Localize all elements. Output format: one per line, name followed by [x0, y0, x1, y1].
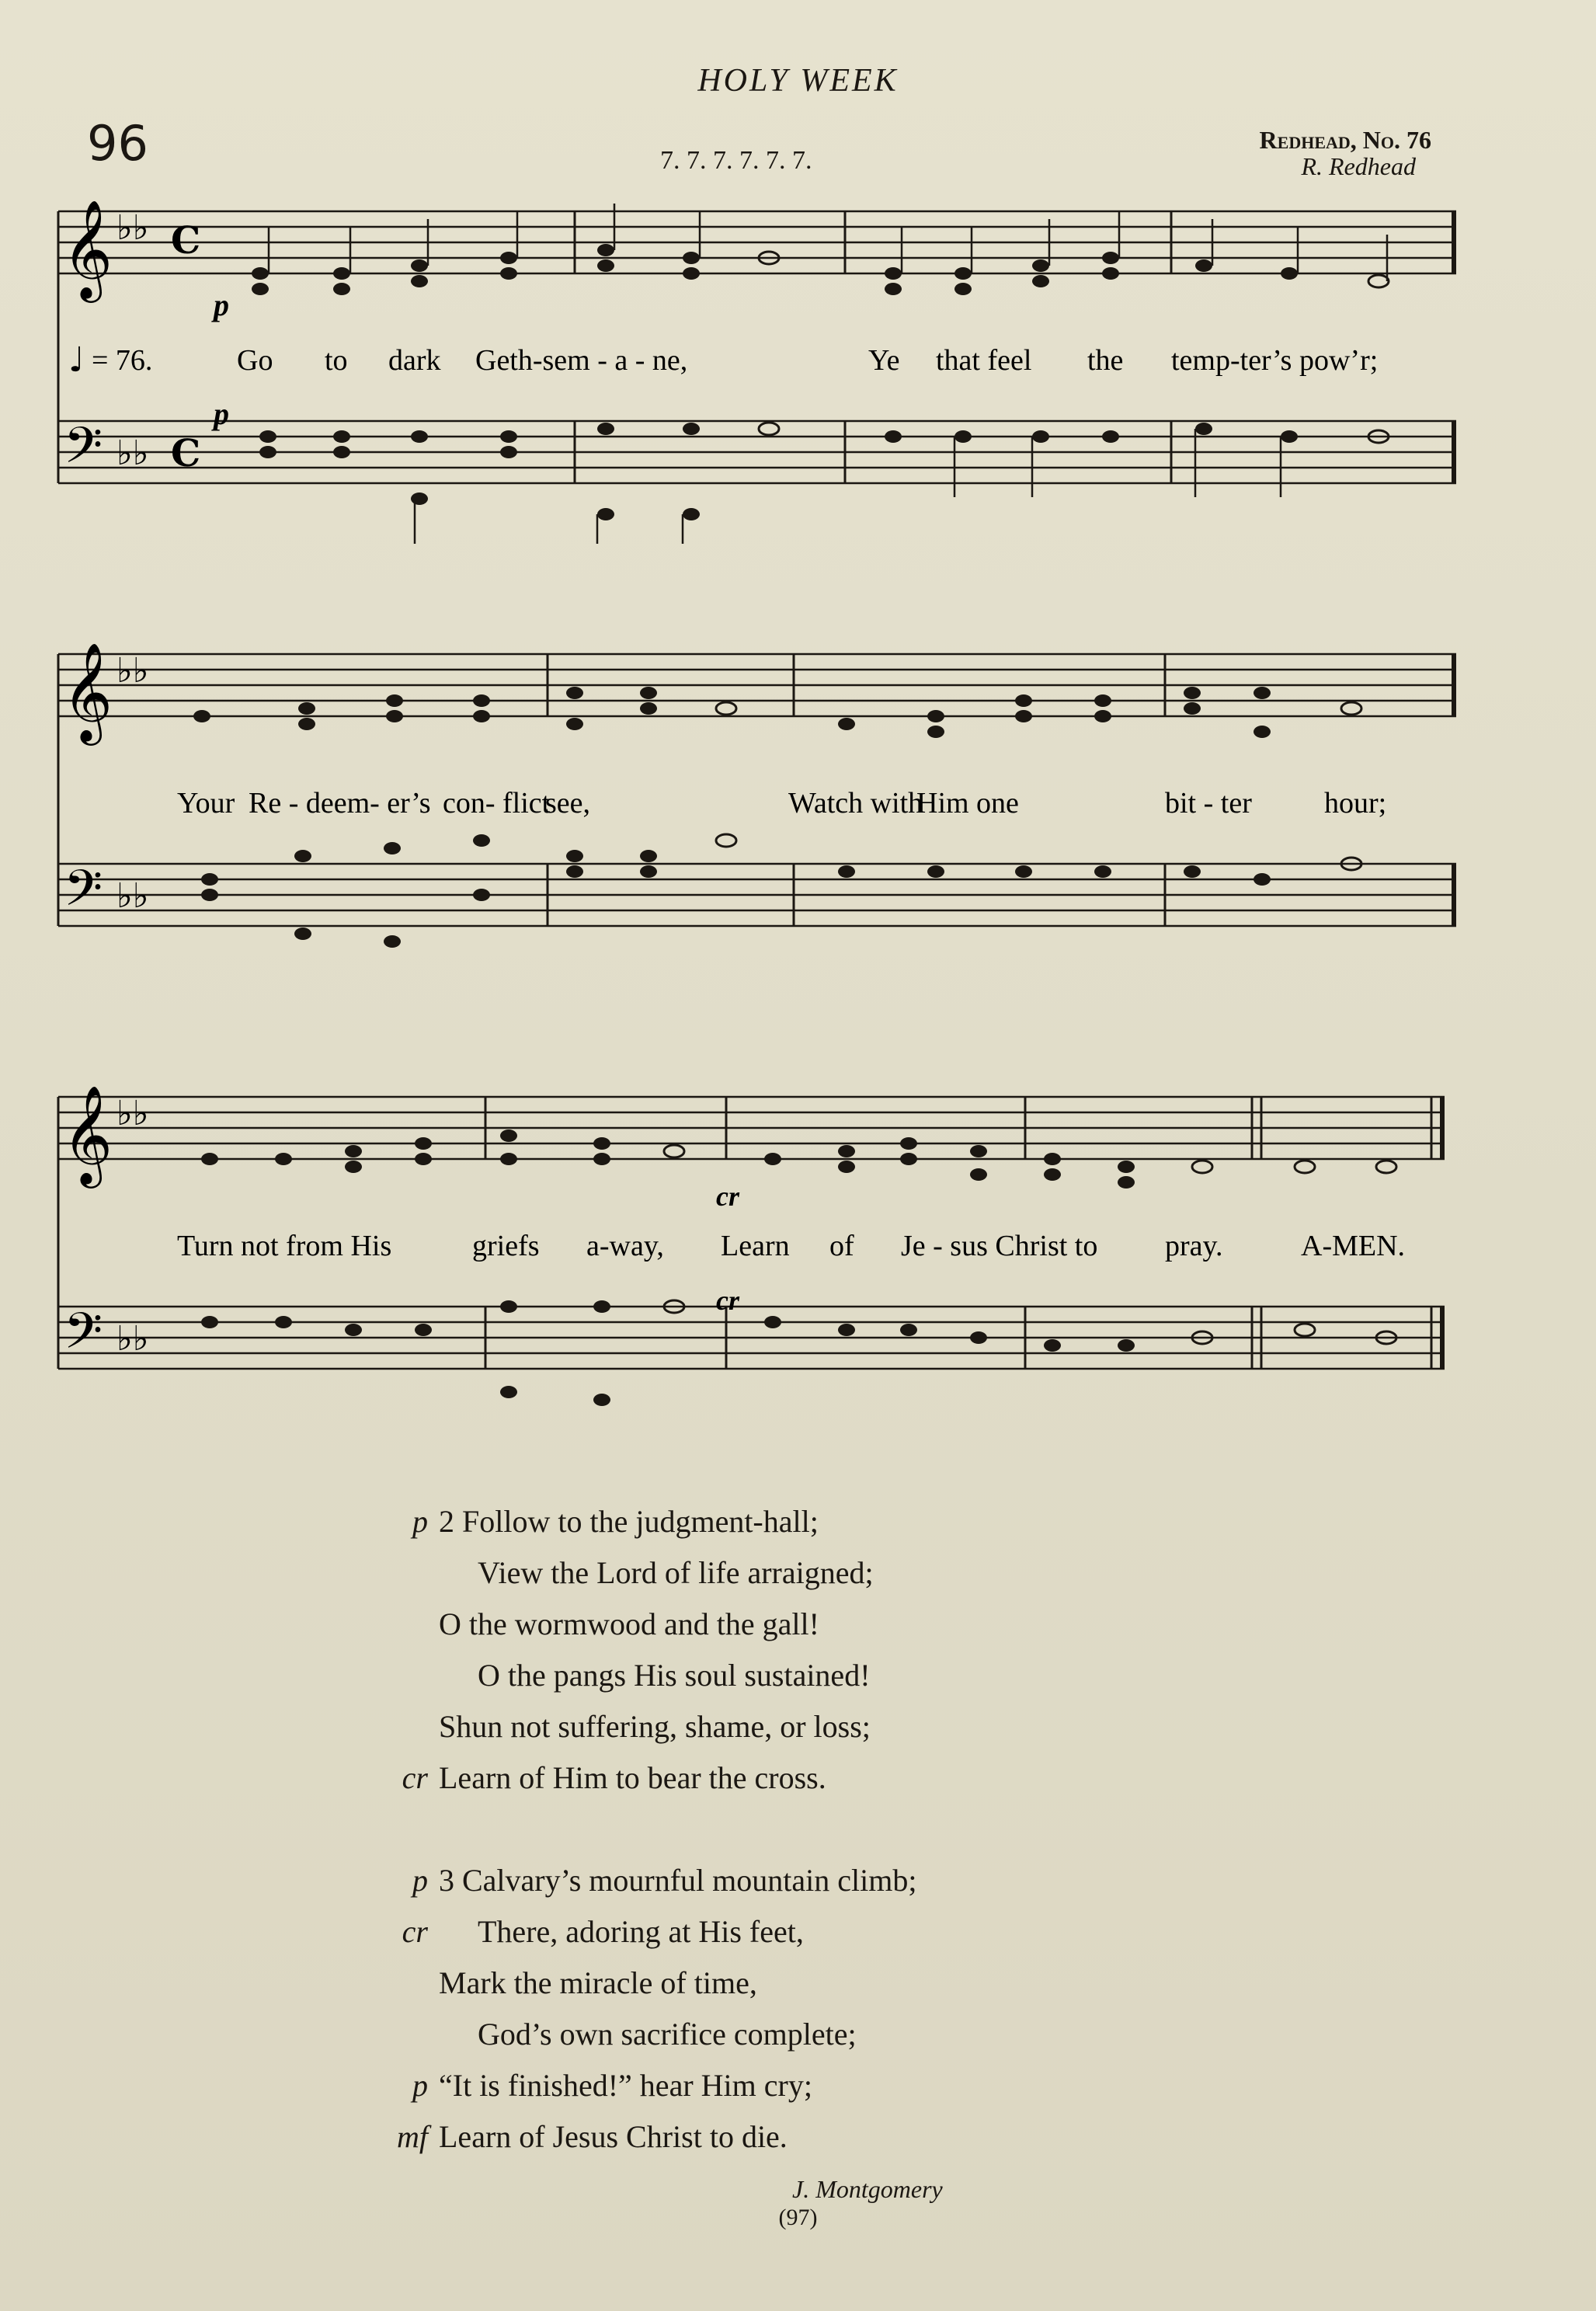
treble-staff: [58, 1097, 1445, 1159]
time-signature-icon: C: [171, 432, 201, 475]
bass-staff: [58, 1307, 1445, 1369]
key-signature-icon: ♭♭: [116, 1094, 149, 1133]
treble-clef-icon: 𝄞: [62, 642, 113, 741]
page-number: (97): [778, 2205, 818, 2230]
verse-line: View the Lord of life arraigned;: [478, 1555, 874, 1590]
svg-text:temp-ter’s pow’r;: temp-ter’s pow’r;: [1171, 344, 1379, 377]
lyrics-line-2: [177, 787, 1386, 820]
svg-text:A-MEN.: A-MEN.: [1301, 1230, 1406, 1262]
svg-text:Turn not from His: Turn not from His: [177, 1230, 392, 1262]
lyrics-line-1: [237, 344, 1378, 377]
verse-line: p 2 Follow to the judgment-hall;: [412, 1504, 819, 1539]
running-head: HOLY WEEK: [697, 63, 899, 99]
dynamic-marking: p: [214, 287, 229, 322]
verse-line: p “It is finished!” hear Him cry;: [412, 2068, 812, 2103]
noteheads: [252, 244, 1389, 520]
svg-text:Watch with: Watch with: [788, 787, 923, 820]
verse-line: p 3 Calvary’s mournful mountain climb;: [412, 1863, 917, 1898]
key-signature-icon: ♭♭: [116, 1319, 149, 1359]
bass-clef-icon: 𝄢: [64, 1303, 103, 1373]
dynamic-marking: cr: [716, 1285, 739, 1316]
svg-text:of: of: [829, 1230, 854, 1262]
treble-clef-icon: 𝄞: [62, 1084, 113, 1184]
bass-clef-icon: 𝄢: [64, 417, 103, 487]
lyrics-line-3: [177, 1230, 1405, 1262]
svg-text:Je - sus Christ to: Je - sus Christ to: [901, 1230, 1098, 1262]
noteheads: [201, 1129, 1396, 1406]
svg-text:Ye: Ye: [868, 344, 900, 377]
svg-text:hour;: hour;: [1324, 787, 1387, 820]
treble-clef-icon: 𝄞: [62, 199, 113, 298]
music-system-1: [0, 179, 1596, 544]
key-signature-icon: ♭♭: [116, 433, 149, 473]
verse-line: Mark the miracle of time,: [439, 1965, 757, 2000]
svg-text:con- flict: con- flict: [443, 787, 551, 820]
verse-line: Shun not suffering, shame, or loss;: [439, 1709, 871, 1744]
svg-text:Your: Your: [177, 787, 235, 820]
svg-text:Him one: Him one: [916, 787, 1019, 820]
svg-text:Geth-sem - a - ne,: Geth-sem - a - ne,: [475, 344, 688, 377]
tune-name: Redhead, No. 76: [1259, 126, 1431, 154]
music-system-2: [0, 621, 1596, 987]
key-signature-icon: ♭♭: [116, 651, 149, 691]
svg-text:to: to: [325, 344, 348, 377]
svg-text:a-way,: a-way,: [586, 1230, 664, 1262]
svg-text:Go: Go: [237, 344, 273, 377]
svg-text:Learn: Learn: [721, 1230, 790, 1262]
svg-text:Re - deem- er’s: Re - deem- er’s: [249, 787, 431, 820]
hymn-number: 96: [87, 115, 148, 172]
verse-line: mf Learn of Jesus Christ to die.: [397, 2119, 788, 2154]
tempo-note-icon: ♩: [68, 340, 85, 380]
svg-text:the: the: [1087, 344, 1124, 377]
key-signature-icon: ♭♭: [116, 208, 149, 248]
treble-staff: [58, 654, 1456, 716]
verse-line: cr There, adoring at His feet,: [402, 1914, 804, 1949]
bass-staff: [58, 864, 1456, 926]
verse-line: cr Learn of Him to bear the cross.: [402, 1760, 826, 1795]
dynamic-marking: cr: [716, 1181, 739, 1212]
svg-text:that feel: that feel: [936, 344, 1032, 377]
svg-text:see,: see,: [545, 787, 591, 820]
verse-line: O the pangs His soul sustained!: [478, 1658, 871, 1693]
time-signature-icon: C: [171, 219, 201, 263]
key-signature-icon: ♭♭: [116, 876, 149, 916]
verse-line: God’s own sacrifice complete;: [478, 2017, 857, 2052]
svg-text:dark: dark: [388, 344, 441, 377]
author-credit: J. Montgomery: [792, 2175, 943, 2203]
music-system-3: [0, 1064, 1596, 1429]
dynamic-marking: p: [214, 396, 229, 431]
tempo-marking: = 76.: [92, 344, 153, 377]
bass-clef-icon: 𝄢: [64, 860, 103, 930]
meter: 7. 7. 7. 7. 7. 7.: [660, 146, 812, 175]
svg-text:pray.: pray.: [1165, 1230, 1223, 1262]
composer: R. Redhead: [1301, 152, 1416, 180]
svg-text:griefs: griefs: [472, 1230, 540, 1262]
verse-line: O the wormwood and the gall!: [439, 1606, 819, 1641]
svg-text:bit - ter: bit - ter: [1165, 787, 1252, 820]
